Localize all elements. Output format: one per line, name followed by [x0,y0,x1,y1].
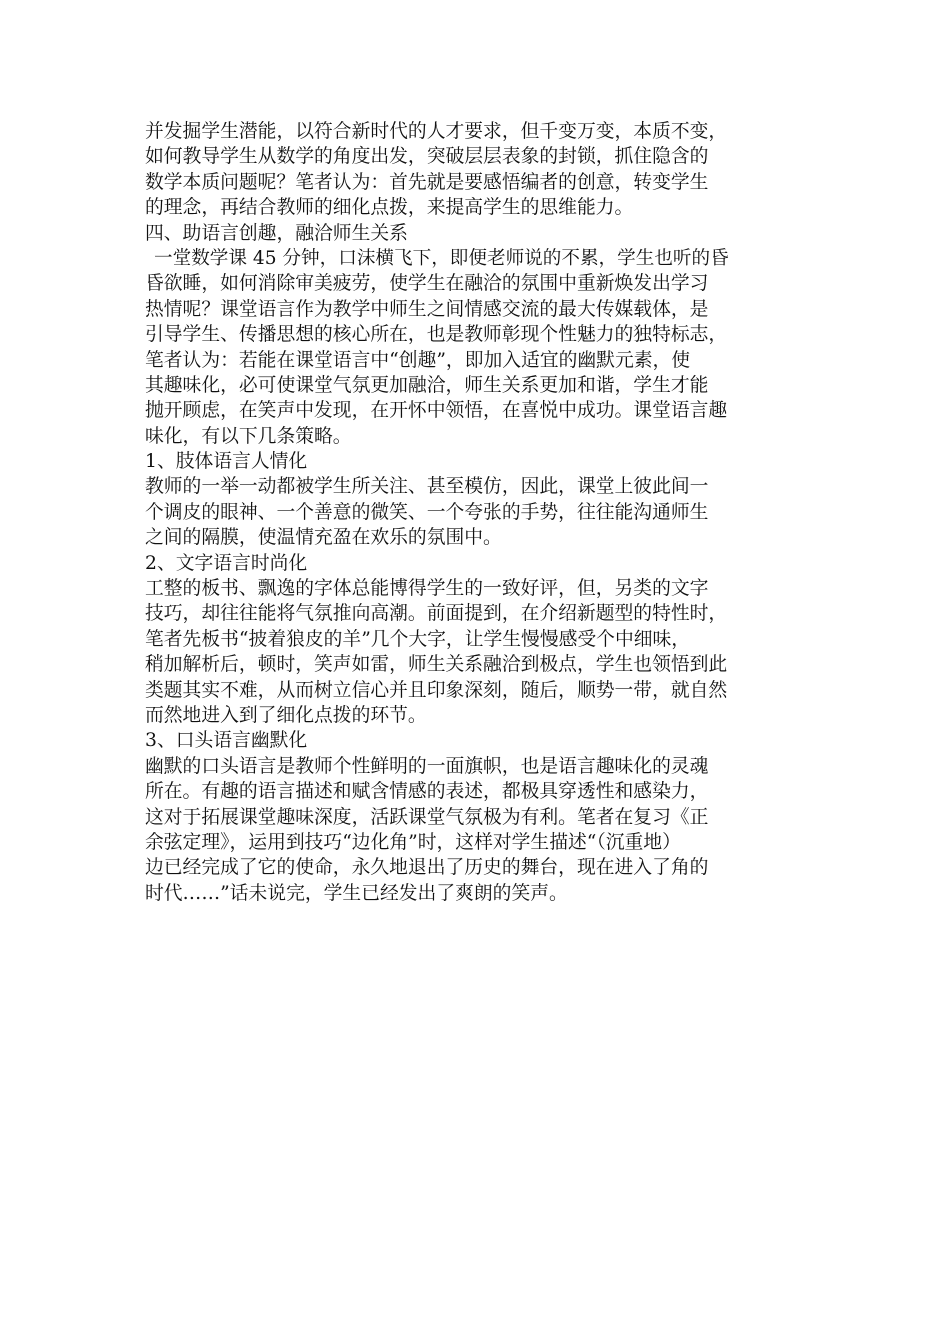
paragraph-line: 这对于拓展课堂趣味深度，活跃课堂气氛极为有利。笔者在复习《正 [145,806,709,828]
paragraph-line: 技巧，却往往能将气氛推向高潮。前面提到，在介绍新题型的特性时， [145,603,728,625]
paragraph-line: 一堂数学课 45 分钟，口沫横飞下，即便老师说的不累，学生也听的昏 [154,247,729,269]
paragraph-line: 并发掘学生潜能，以符合新时代的人才要求，但千变万变，本质不变， [145,121,728,142]
paragraph-line: 而然地进入到了细化点拨的环节。 [145,704,427,726]
paragraph-line: 个调皮的眼神、一个善意的微笑、一个夸张的手势，往往能沟通师生 [145,501,709,523]
paragraph-line: 热情呢？课堂语言作为教学中师生之间情感交流的最大传媒载体，是 [145,298,709,320]
paragraph-line: 的理念，再结合教师的细化点拨，来提高学生的思维能力。 [145,197,634,219]
subsection-heading: 3、口头语言幽默化 [145,730,308,752]
paragraph-line: 边已经完成了它的使命，永久地退出了历史的舞台，现在进入了角的 [145,857,709,879]
paragraph-line: 类题其实不难，从而树立信心并且印象深刻，随后，顺势一带，就自然 [145,679,728,701]
paragraph-line: 如何教导学生从数学的角度出发，突破层层表象的封锁，抓住隐含的 [145,146,709,168]
subsection-heading: 2、文字语言时尚化 [145,552,308,574]
paragraph-line: 之间的隔膜，使温情充盈在欢乐的氛围中。 [145,527,502,549]
subsection-heading: 1、肢体语言人情化 [145,451,308,473]
paragraph-line: 笔者先板书“披着狼皮的羊”几个大字，让学生慢慢感受个中细味， [145,628,691,650]
section-heading: 四、助语言创趣，融洽师生关系 [145,222,408,244]
paragraph-line: 所在。有趣的语言描述和赋含情感的表述，都极具穿透性和感染力， [145,781,709,803]
paragraph-line: 余弦定理》，运用到技巧“边化角”时，这样对学生描述“（沉重地） [145,831,681,853]
paragraph-line: 时代……”话未说完，学生已经发出了爽朗的笑声。 [145,882,568,904]
paragraph-line: 昏欲睡，如何消除审美疲劳，使学生在融洽的氛围中重新焕发出学习 [145,273,709,295]
paragraph-line: 幽默的口头语言是教师个性鲜明的一面旗帜，也是语言趣味化的灵魂 [145,755,709,777]
paragraph-line: 教师的一举一动都被学生所关注、甚至模仿，因此，课堂上彼此间一 [145,476,709,498]
document-body [145,119,815,906]
paragraph-line: 工整的板书、飘逸的字体总能博得学生的一致好评，但，另类的文字 [145,578,709,600]
paragraph-line: 味化，有以下几条策略。 [145,425,352,447]
paragraph-line: 笔者认为：若能在课堂语言中“创趣”，即加入适宜的幽默元素，使 [145,349,691,371]
paragraph-line: 引导学生、传播思想的核心所在，也是教师彰现个性魅力的独特标志， [145,324,728,346]
paragraph-line: 稍加解析后，顿时，笑声如雷，师生关系融洽到极点，学生也领悟到此 [145,654,728,676]
paragraph-line: 其趣味化，必可使课堂气氛更加融洽，师生关系更加和谐，学生才能 [145,374,709,396]
paragraph-line: 数学本质问题呢？笔者认为：首先就是要感悟编者的创意，转变学生 [145,171,709,193]
paragraph-line: 抛开顾虑，在笑声中发现，在开怀中领悟，在喜悦中成功。课堂语言趣 [145,400,728,422]
